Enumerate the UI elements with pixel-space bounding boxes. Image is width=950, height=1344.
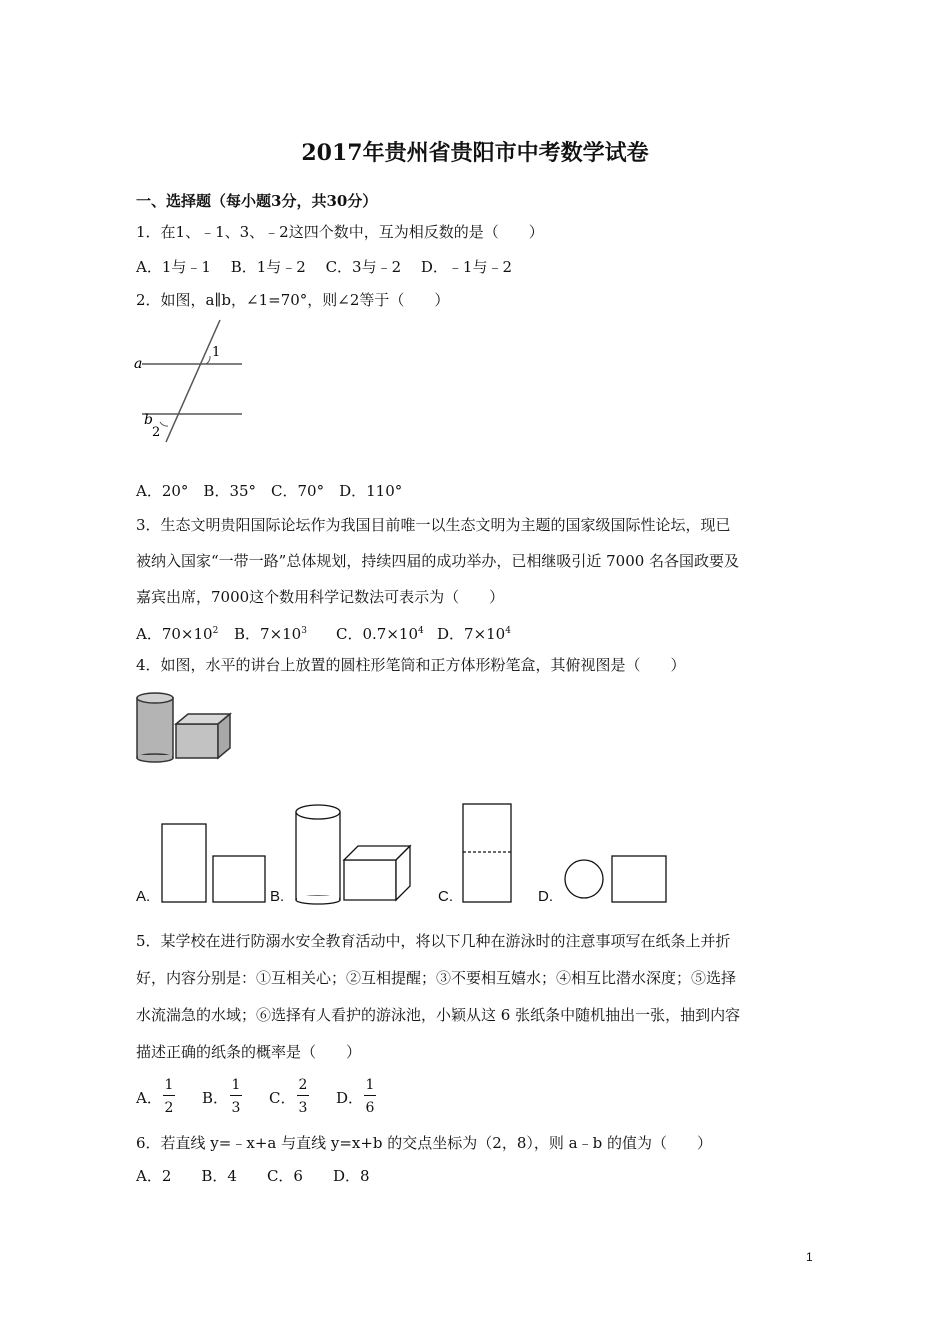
angle-2-arc <box>160 422 168 426</box>
page-title: 2017年贵州省贵阳市中考数学试卷 <box>301 140 649 166</box>
option-b-cylinder-mask <box>297 896 339 900</box>
option-c-rect <box>463 804 511 902</box>
q1-options: A．1与﹣1 B．1与﹣2 C．3与﹣2 D．﹣1与﹣2 <box>136 258 513 276</box>
option-b-figure <box>290 802 416 906</box>
q3-option-d-exp: 4 <box>505 626 511 636</box>
angle-1-arc <box>206 356 210 364</box>
q3-option-c-exp: 4 <box>418 626 424 636</box>
q3-line2: 被纳入国家“一带一路”总体规划，持续四届的成功举办，已相继吸引近 7000 名各国政要及 <box>136 552 740 570</box>
q5-option-a-bar <box>163 1095 175 1096</box>
q5-option-c-num: 2 <box>298 1077 308 1093</box>
cylinder-body <box>137 698 173 758</box>
q5-option-c-bar <box>297 1095 309 1096</box>
section-heading: 一、选择题（每小题3分，共30分） <box>136 192 378 210</box>
q3-option-c <box>336 621 424 644</box>
q3-option-b-base: B．7×10 <box>234 625 302 643</box>
q3-option-b <box>234 621 307 644</box>
page-number: 1 <box>806 1250 813 1264</box>
transversal-line <box>166 320 220 442</box>
q5-option-a-num: 1 <box>164 1077 174 1093</box>
q4-option-a-label: A. <box>136 888 151 905</box>
q2-options: A．20° B．35° C．70° D．110° <box>136 482 403 500</box>
q5-option-d-den: 6 <box>365 1100 375 1116</box>
q5-option-b-den: 3 <box>231 1100 241 1116</box>
option-a-rect-square <box>213 856 265 902</box>
option-b-cylinder-body <box>296 812 340 900</box>
q6-stem: 6．若直线 y=﹣x+a 与直线 y=x+b 的交点坐标为（2，8），则 a﹣b 的值为（ ） <box>136 1134 712 1152</box>
q5-option-d-num: 1 <box>365 1077 375 1093</box>
option-d-figure <box>562 854 670 906</box>
q5-option-d-bar <box>364 1095 376 1096</box>
q5-line3: 水流湍急的水域；⑥选择有人看护的游泳池，小颖从这 6 张纸条中随机抽出一张，抽到内容 <box>136 1006 741 1024</box>
label-2: 2 <box>152 425 161 440</box>
parallel-lines-figure <box>130 318 250 448</box>
q3-option-d-base: D．7×10 <box>437 625 506 643</box>
option-a-figure <box>160 822 270 906</box>
option-c-figure <box>460 802 516 906</box>
option-d-square <box>612 856 666 902</box>
q3-option-b-exp: 3 <box>301 626 307 636</box>
cylinder-top <box>137 693 173 703</box>
q3-option-a <box>136 621 218 644</box>
q4-stem: 4．如图，水平的讲台上放置的圆柱形笔筒和正方体形粉笔盒，其俯视图是（ ） <box>136 656 686 674</box>
q5-line4: 描述正确的纸条的概率是（ ） <box>136 1043 362 1061</box>
q4-option-b-label: B. <box>270 888 285 905</box>
q5-line2: 好，内容分别是：①互相关心；②互相提醒；③不要相互嬉水；④相互比潜水深度；⑤选择 <box>136 969 737 987</box>
q1-stem: 1．在1、﹣1、3、﹣2这四个数中，互为相反数的是（ ） <box>136 223 544 241</box>
q5-option-b-label: B． <box>202 1089 229 1107</box>
label-b: b <box>144 412 153 428</box>
label-a: a <box>134 356 143 372</box>
q4-option-d-label: D. <box>538 888 553 905</box>
cylinder-cube-figure <box>134 688 238 768</box>
q2-stem: 2．如图，a∥b，∠1=70°，则∠2等于（ ） <box>136 291 450 309</box>
option-b-cube-front <box>344 860 396 900</box>
cylinder-bottom-mask <box>138 755 172 758</box>
option-a-rect-tall <box>162 824 206 902</box>
q3-line1: 3．生态文明贵阳国际论坛作为我国目前唯一以生态文明为主题的国家级国际性论坛，现已 <box>136 516 731 534</box>
q5-option-b-num: 1 <box>231 1077 241 1093</box>
q6-options: A．2 B．4 C．6 D．8 <box>136 1167 370 1185</box>
option-d-circle <box>565 860 603 898</box>
option-b-cylinder-top <box>296 805 340 819</box>
q5-line1: 5．某学校在进行防溺水安全教育活动中，将以下几种在游泳时的注意事项写在纸条上并折 <box>136 932 731 950</box>
q5-option-d-label: D． <box>336 1089 364 1107</box>
q3-option-a-base: A．70×10 <box>136 625 213 643</box>
q3-option-c-base: C．0.7×10 <box>336 625 418 643</box>
q5-option-b-bar <box>230 1095 242 1096</box>
q4-option-c-label: C. <box>438 888 453 905</box>
q3-option-d <box>437 621 511 644</box>
q3-option-a-exp: 2 <box>212 626 219 636</box>
q5-option-a-label: A． <box>136 1089 162 1107</box>
q5-option-c-label: C． <box>269 1089 296 1107</box>
q5-option-a-den: 2 <box>164 1100 174 1116</box>
q5-option-c-den: 3 <box>298 1100 308 1116</box>
label-1: 1 <box>212 345 221 360</box>
cube-front <box>176 724 218 758</box>
q3-line3: 嘉宾出席，7000这个数用科学记数法可表示为（ ） <box>136 588 505 606</box>
